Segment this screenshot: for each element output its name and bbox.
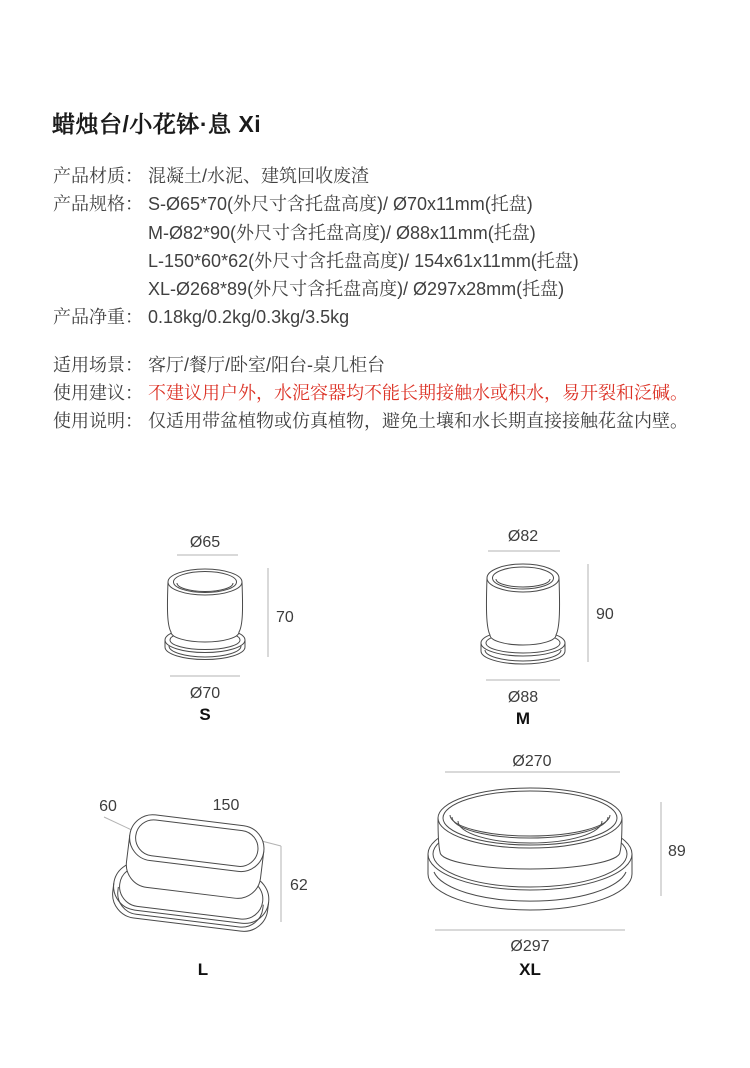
figure-size-l	[56, 775, 318, 987]
xl-top-diameter-dim: Ø270	[512, 753, 552, 770]
spec-label-advice: 使用建议：	[53, 383, 143, 404]
s-size-label: S	[199, 705, 211, 724]
l-depth-dim: 60	[99, 798, 117, 815]
spec-value-scene: 客厅/餐厅/卧室/阳台-桌几柜台	[148, 354, 385, 375]
m-bottom-diameter-dim: Ø88	[507, 689, 539, 706]
page-title: 蜡烛台/小花钵·息 Xi	[52, 111, 262, 137]
spec-list	[53, 162, 713, 436]
spec-label-scene: 适用场景：	[53, 354, 143, 375]
s-top-diameter-dim: Ø65	[189, 534, 221, 551]
figure-size-xl	[409, 742, 701, 988]
spec-label-usage: 使用说明：	[53, 411, 143, 432]
figure-size-s	[118, 528, 298, 728]
l-planter-outline	[110, 811, 278, 934]
spec-row-scene	[53, 351, 713, 379]
spec-value-usage: 仅适用带盆植物或仿真植物，避免土壤和水长期直接接触花盆内壁。	[148, 411, 688, 432]
xl-bottom-diameter-dim: Ø297	[510, 938, 550, 955]
spec-value-material: 混凝土/水泥、建筑回收废渣	[148, 166, 369, 186]
s-pot-outline	[167, 569, 242, 642]
spec-value-size	[148, 190, 579, 303]
m-size-label: M	[515, 709, 531, 728]
l-size-label: L	[197, 960, 209, 979]
figure-size-m	[438, 522, 618, 734]
l-body-outline	[124, 812, 267, 901]
spec-row-weight	[53, 303, 713, 331]
l-height-dim: 62	[290, 877, 308, 894]
spec-value-weight: 0.18kg/0.2kg/0.3kg/3.5kg	[148, 307, 350, 328]
size-m-technical-drawing	[438, 522, 618, 734]
xl-bowl-outline	[438, 788, 622, 869]
m-top-diameter-dim: Ø82	[507, 528, 539, 545]
size-l-technical-drawing	[56, 775, 318, 987]
size-line-m: M-Ø82*90(外尺寸含托盘高度)/ Ø88x11mm(托盘)	[148, 222, 536, 243]
spec-label-size: 产品规格：	[53, 194, 143, 215]
l-length-dim: 150	[212, 797, 240, 814]
size-line-l: L-150*60*62(外尺寸含托盘高度)/ 154x61x11mm(托盘)	[148, 250, 579, 271]
spec-value-advice-warning: 不建议用户外，水泥容器均不能长期接触水或积水，易开裂和泛碱。	[148, 383, 688, 404]
size-line-xl: XL-Ø268*89(外尺寸含托盘高度)/ Ø297x28mm(托盘)	[148, 279, 565, 300]
spec-row-usage	[53, 407, 713, 435]
size-line-s: S-Ø65*70(外尺寸含托盘高度)/ Ø70x11mm(托盘)	[148, 194, 533, 215]
s-bottom-diameter-dim: Ø70	[189, 685, 221, 702]
spec-row-advice	[53, 379, 713, 407]
spec-row-material	[53, 162, 713, 190]
m-height-dim: 90	[596, 606, 614, 623]
spec-row-size	[53, 190, 713, 303]
xl-height-dim: 89	[668, 843, 686, 860]
s-height-dim: 70	[276, 609, 294, 626]
size-xl-technical-drawing	[409, 742, 701, 988]
spec-label-material: 产品材质：	[53, 166, 143, 186]
spec-label-weight: 产品净重：	[53, 307, 143, 328]
m-pot-outline	[486, 564, 559, 645]
xl-size-label: XL	[519, 960, 541, 979]
spec-section-divider	[53, 332, 713, 351]
size-s-technical-drawing	[118, 528, 298, 728]
